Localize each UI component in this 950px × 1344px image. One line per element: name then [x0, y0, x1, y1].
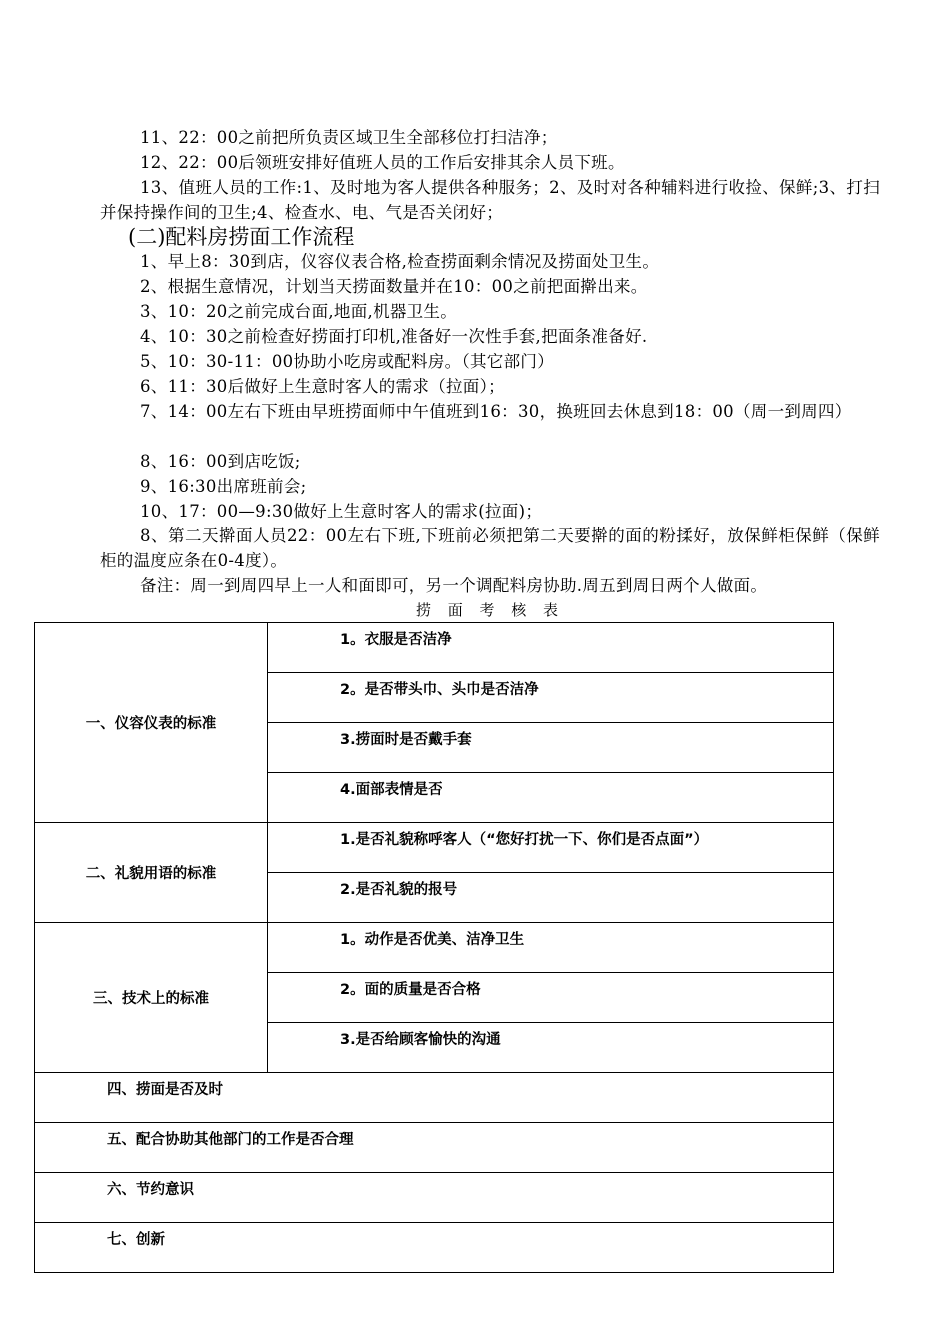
criteria-cell: 3.是否给顾客愉快的沟通: [268, 1023, 834, 1073]
table-row: [35, 823, 834, 873]
step-5: 5、10：30-11：00协助小吃房或配料房。（其它部门）: [140, 352, 555, 371]
table-row: [35, 1123, 834, 1173]
category-cell: 三、技术上的标准: [35, 923, 268, 1073]
table-row: [35, 923, 834, 973]
step-9: 9、16:30出席班前会;: [140, 477, 307, 496]
paragraph-item-12: 12、22：00后领班安排好值班人员的工作后安排其余人员下班。: [140, 153, 625, 172]
step-8b: 8、第二天擀面人员22：00左右下班,下班前必须把第二天要擀的面的粉揉好，放保鲜柜保鲜（保鲜柜的温度应条在0-4度）。: [100, 526, 880, 570]
table-title: 捞 面 考 核 表: [415, 601, 565, 619]
table-row: [35, 1173, 834, 1223]
step-2: 2、根据生意情况，计划当天捞面数量并在10：00之前把面擀出来。: [140, 277, 648, 296]
full-row-cell: 七、创新: [35, 1223, 834, 1273]
step-6: 6、11：30后做好上生意时客人的需求（拉面）；: [140, 377, 505, 396]
section-heading: (二)配料房捞面工作流程: [128, 225, 355, 249]
criteria-cell: 2.是否礼貌的报号: [268, 873, 834, 923]
step-7: 7、14：00左右下班由早班捞面师中午值班到16：30，换班回去休息到18：00（周一到周四）: [140, 402, 852, 421]
full-row-cell: 四、捞面是否及时: [35, 1073, 834, 1123]
category-cell: 二、礼貌用语的标准: [35, 823, 268, 923]
table-row: [35, 1223, 834, 1273]
step-8: 8、16：00到店吃饭;: [140, 452, 301, 471]
criteria-cell: 1.是否礼貌称呼客人（“您好打扰一下、你们是否点面”）: [268, 823, 834, 873]
full-row-cell: 五、配合协助其他部门的工作是否合理: [35, 1123, 834, 1173]
paragraph-item-11: 11、22：00之前把所负责区域卫生全部移位打扫洁净；: [140, 128, 558, 147]
criteria-cell: 4.面部表情是否: [268, 773, 834, 823]
criteria-cell: 1。衣服是否洁净: [268, 623, 834, 673]
step-3: 3、10：20之前完成台面,地面,机器卫生。: [140, 302, 458, 321]
category-cell: 一、仪容仪表的标准: [35, 623, 268, 823]
full-row-cell: 六、节约意识: [35, 1173, 834, 1223]
criteria-cell: 2。面的质量是否合格: [268, 973, 834, 1023]
criteria-cell: 3.捞面时是否戴手套: [268, 723, 834, 773]
table-row: [35, 623, 834, 673]
step-4: 4、10：30之前检查好捞面打印机,准备好一次性手套,把面条准备好.: [140, 327, 648, 346]
step-10: 10、17：00—9:30做好上生意时客人的需求(拉面)；: [140, 502, 543, 521]
criteria-cell: 1。动作是否优美、洁净卫生: [268, 923, 834, 973]
criteria-cell: 2。是否带头巾、头巾是否洁净: [268, 673, 834, 723]
step-1: 1、早上8：30到店，仪容仪表合格,检查捞面剩余情况及捞面处卫生。: [140, 252, 660, 271]
assessment-table: [34, 622, 834, 1273]
table-row: [35, 1073, 834, 1123]
paragraph-item-13: 13、值班人员的工作:1、及时地为客人提供各种服务；2、及时对各种辅料进行收捡、保鲜;3、打扫并保持操作间的卫生;4、检查水、电、气是否关闭好；: [100, 178, 880, 222]
note: 备注：周一到周四早上一人和面即可，另一个调配料房协助.周五到周日两个人做面。: [140, 576, 768, 595]
